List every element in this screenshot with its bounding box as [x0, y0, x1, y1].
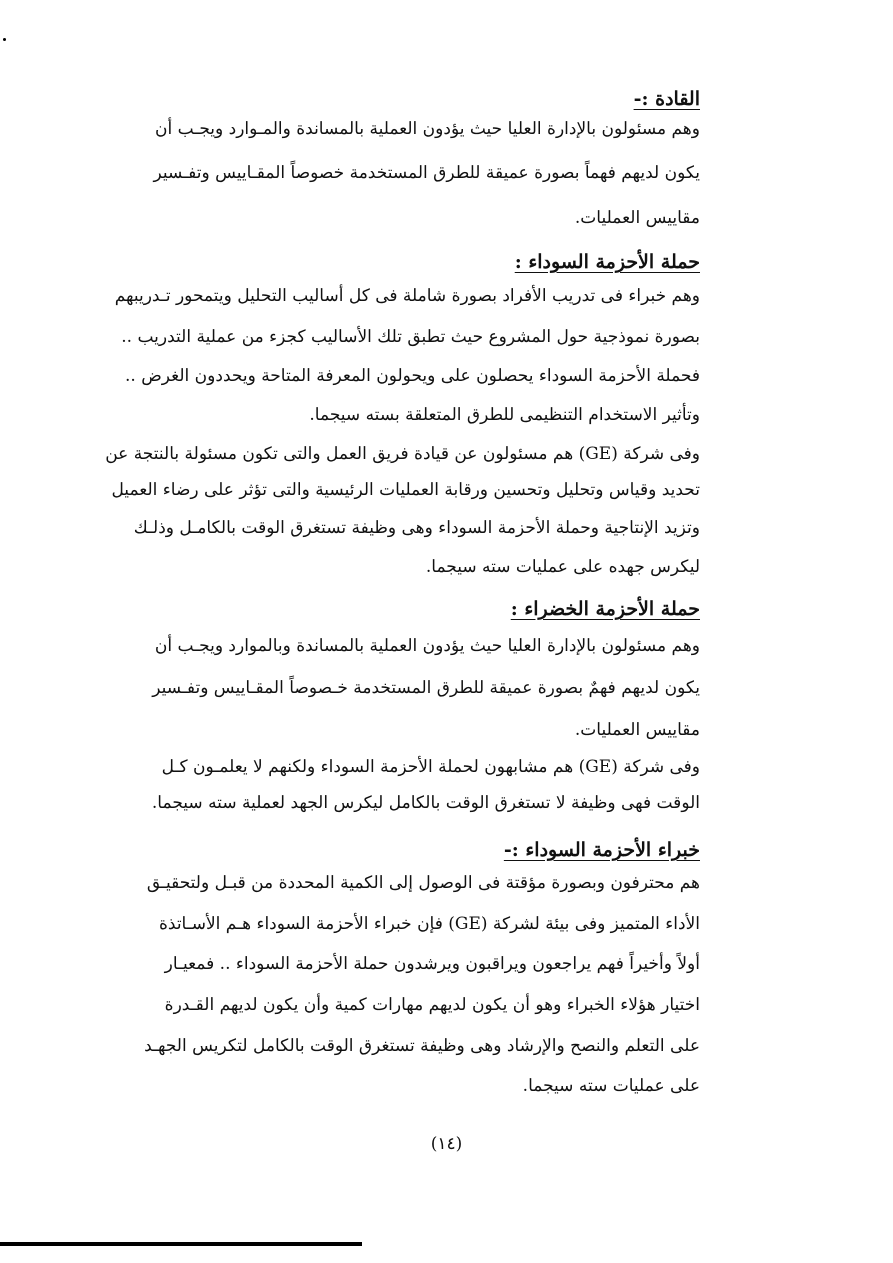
- text-line: يكون لديهم فهماً بصورة عميقة للطرق المستخدمة خصوصاً المقـاييس وتفـسير: [153, 163, 700, 183]
- text-line: أولاً وأخيراً فهم يراجعون ويراقبون ويرشدون حملة الأحزمة السوداء .. فمعيـار: [164, 954, 700, 974]
- text-line: فحملة الأحزمة السوداء يحصلون على ويحولون المعرفة المتاحة ويحددون الغرض ..: [125, 366, 700, 386]
- text-line: وهم خبراء فى تدريب الأفراد بصورة شاملة فى كل أساليب التحليل ويتمحور تـدريبهم: [114, 286, 700, 306]
- heading-black-belts: حملة الأحزمة السوداء :: [514, 251, 700, 273]
- text-line: تحديد وقياس وتحليل وتحسين ورقابة العمليات الرئيسية والتى تؤثر على رضاء العميل: [111, 480, 700, 500]
- bottom-rule: [0, 1242, 362, 1246]
- text-line: وفى شركة (GE) هم مسئولون عن قيادة فريق العمل والتى تكون مسئولة بالنتجة عن: [105, 444, 700, 464]
- text-line: مقاييس العمليات.: [574, 208, 700, 228]
- text-line: الأداء المتميز وفى بيئة لشركة (GE) فإن خبراء الأحزمة السوداء هـم الأسـاتذة: [159, 914, 700, 934]
- text-line: الوقت فهى وظيفة لا تستغرق الوقت بالكامل ليكرس الجهد لعملية سته سيجما.: [151, 793, 700, 813]
- text-line: وفى شركة (GE) هم مشابهون لحملة الأحزمة السوداء ولكنهم لا يعلمـون كـل: [161, 757, 700, 777]
- text-line: على التعلم والنصح والإرشاد وهى وظيفة تستغرق الوقت بالكامل لتكريس الجهـد: [144, 1036, 700, 1056]
- text-line: ليكرس جهده على عمليات سته سيجما.: [425, 557, 700, 577]
- text-line: وهم مسئولون بالإدارة العليا حيث يؤدون العملية بالمساندة والمـوارد ويجـب أن: [155, 119, 700, 139]
- heading-green-belts: حملة الأحزمة الخضراء :: [510, 598, 700, 620]
- page-number: (١٤): [430, 1134, 463, 1154]
- heading-master-black-belts: خبراء الأحزمة السوداء :-: [503, 839, 700, 861]
- text-line: على عمليات سته سيجما.: [522, 1076, 700, 1096]
- text-line: وتأثير الاستخدام التنظيمى للطرق المتعلقة بسته سيجما.: [309, 405, 700, 425]
- heading-leaders: القادة :-: [633, 88, 700, 110]
- text-line: مقاييس العمليات.: [574, 720, 700, 740]
- text-line: بصورة نموذجية حول المشروع حيث تطبق تلك الأساليب كجزء من عملية التدريب ..: [121, 327, 700, 347]
- scan-speck: [3, 38, 6, 41]
- text-line: اختيار هؤلاء الخبراء وهو أن يكون لديهم مهارات كمية وأن يكون لديهم القـدرة: [164, 995, 700, 1015]
- text-line: هم محترفون وبصورة مؤقتة فى الوصول إلى الكمية المحددة من قبـل ولتحقيـق: [146, 873, 700, 893]
- text-line: وتزيد الإنتاجية وحملة الأحزمة السوداء وهى وظيفة تستغرق الوقت بالكامـل وذلـك: [133, 518, 700, 538]
- text-line: وهم مسئولون بالإدارة العليا حيث يؤدون العملية بالمساندة وبالموارد ويجـب أن: [154, 636, 700, 656]
- text-line: يكون لديهم فهمٌ بصورة عميقة للطرق المستخدمة خـصوصاً المقـاييس وتفـسير: [152, 678, 700, 698]
